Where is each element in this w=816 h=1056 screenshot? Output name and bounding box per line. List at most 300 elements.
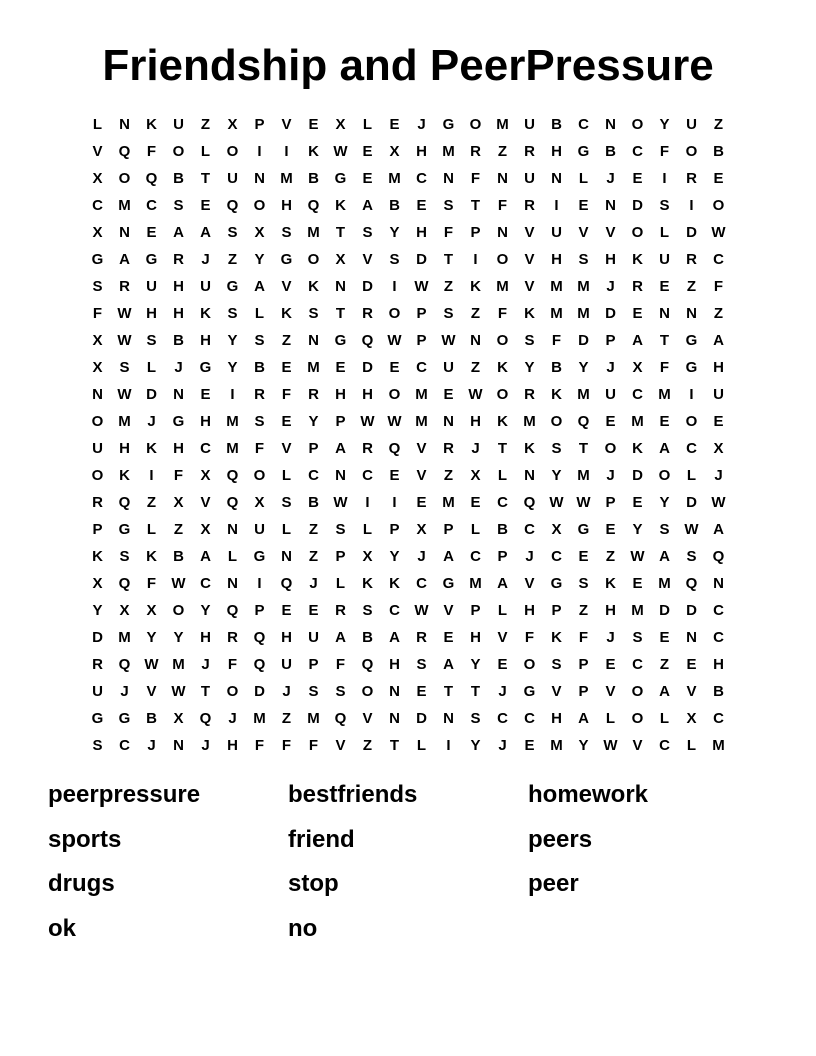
grid-letter: O [253,197,266,214]
grid-letter: E [686,656,697,673]
grid-letter: F [659,143,670,160]
grid-letter: Q [118,143,131,160]
grid-letter: Y [173,629,184,646]
grid-letter: K [362,575,373,592]
grid-letter: R [686,251,697,268]
grid-row [84,572,732,599]
grid-letter: Z [443,278,454,295]
grid-letter: P [578,683,589,700]
grid-letter: A [173,224,184,241]
grid-letter: Y [632,521,643,538]
grid-letter: O [469,116,482,133]
grid-letter: X [92,224,103,241]
grid-letter: Y [659,116,670,133]
grid-letter: P [443,521,454,538]
grid-letter: F [146,575,157,592]
grid-letter: N [335,467,346,484]
grid-letter: S [227,224,238,241]
grid-letter: I [284,143,289,160]
grid-letter: H [173,305,184,322]
grid-letter: H [605,602,616,619]
grid-letter: B [713,143,724,160]
grid-letter: P [335,548,346,565]
grid-letter: G [226,278,239,295]
grid-row [84,383,732,410]
grid-row [84,707,732,734]
grid-letter: D [146,386,157,403]
grid-letter: M [550,278,563,295]
grid-letter: Y [92,602,103,619]
grid-letter: U [173,116,184,133]
grid-letter: O [388,305,401,322]
grid-letter: Z [605,548,616,565]
grid-letter: E [146,224,157,241]
grid-letter: W [441,332,456,349]
grid-letter: C [119,737,130,754]
grid-letter: M [307,710,320,727]
grid-row [84,626,732,653]
grid-letter: P [578,656,589,673]
grid-letter: A [200,548,211,565]
grid-letter: J [417,116,426,133]
grid-letter: Z [281,332,292,349]
grid-letter: O [307,251,320,268]
grid-letter: F [281,737,292,754]
grid-letter: Z [308,521,319,538]
grid-letter: M [496,116,509,133]
grid-letter: Q [361,332,374,349]
grid-letter: N [227,575,238,592]
grid-letter: T [200,683,211,700]
grid-letter: Z [713,116,724,133]
grid-letter: H [362,386,373,403]
grid-letter: E [632,170,643,187]
grid-letter: Q [226,602,239,619]
grid-letter: M [388,170,401,187]
grid-letter: X [470,467,481,484]
word-list-item: peerpressure [48,781,201,808]
grid-letter: T [470,683,481,700]
grid-letter: J [498,683,507,700]
grid-letter: T [443,251,454,268]
grid-letter: S [659,197,670,214]
grid-letter: W [711,224,726,241]
grid-letter: Y [578,737,589,754]
grid-letter: G [685,332,698,349]
grid-letter: N [713,575,724,592]
grid-letter: M [118,629,131,646]
grid-letter: A [362,197,373,214]
grid-letter: E [632,494,643,511]
grid-letter: B [308,494,319,511]
grid-letter: R [119,278,130,295]
grid-letter: D [686,224,697,241]
grid-letter: N [443,710,454,727]
grid-letter: M [712,737,725,754]
grid-letter: H [173,278,184,295]
grid-letter: N [443,170,454,187]
grid-letter: Y [524,359,535,376]
grid-row [84,680,732,707]
grid-letter: M [307,224,320,241]
grid-letter: V [605,224,616,241]
grid-letter: F [497,197,508,214]
grid-letter: H [173,440,184,457]
grid-letter: O [496,251,509,268]
grid-letter: A [713,521,724,538]
word-list-item: homework [528,781,649,808]
grid-letter: H [713,656,724,673]
grid-letter: X [362,548,373,565]
grid-letter: A [659,548,670,565]
grid-letter: I [446,737,451,754]
grid-letter: W [117,386,132,403]
grid-letter: C [524,521,535,538]
grid-letter: P [254,602,265,619]
grid-letter: H [200,332,211,349]
grid-letter: I [257,575,262,592]
grid-letter: Q [361,656,374,673]
grid-letter: N [119,224,130,241]
grid-letter: F [443,224,454,241]
grid-letter: E [200,197,211,214]
grid-letter: M [415,413,428,430]
grid-letter: V [443,602,454,619]
grid-letter: O [91,467,104,484]
grid-letter: X [173,710,184,727]
grid-letter: Z [470,305,481,322]
grid-letter: O [604,440,617,457]
grid-letter: Q [307,197,320,214]
grid-letter: S [578,575,589,592]
grid-letter: G [523,683,536,700]
grid-letter: X [146,602,157,619]
grid-letter: N [605,116,616,133]
grid-letter: V [524,251,535,268]
grid-row [84,410,732,437]
grid-letter: O [658,467,671,484]
grid-letter: O [253,467,266,484]
grid-letter: V [281,116,292,133]
grid-letter: M [631,413,644,430]
grid-letter: K [497,359,508,376]
grid-letter: N [173,737,184,754]
grid-letter: F [281,386,292,403]
grid-letter: W [630,548,645,565]
grid-letter: J [417,548,426,565]
grid-letter: G [550,575,563,592]
grid-letter: U [92,683,103,700]
grid-letter: A [713,332,724,349]
grid-letter: M [577,278,590,295]
grid-letter: C [659,737,670,754]
grid-letter: L [362,116,373,133]
grid-letter: Q [199,710,212,727]
grid-letter: B [173,170,184,187]
grid-letter: O [226,683,239,700]
grid-letter: R [470,143,481,160]
grid-letter: O [172,602,185,619]
letter-grid [84,113,732,761]
grid-letter: H [416,224,427,241]
grid-letter: N [227,521,238,538]
grid-letter: A [254,278,265,295]
grid-letter: Q [388,440,401,457]
grid-letter: D [416,710,427,727]
grid-letter: S [173,197,184,214]
grid-letter: J [525,548,534,565]
grid-letter: I [554,197,559,214]
grid-letter: S [308,305,319,322]
grid-letter: N [524,467,535,484]
grid-letter: O [172,143,185,160]
grid-letter: Q [226,467,239,484]
grid-letter: E [281,359,292,376]
grid-letter: K [308,278,319,295]
grid-letter: N [92,386,103,403]
grid-row [84,518,732,545]
grid-letter: S [416,656,427,673]
grid-letter: H [281,629,292,646]
grid-letter: S [443,197,454,214]
grid-letter: J [201,737,210,754]
grid-letter: R [335,602,346,619]
page-title: Friendship and PeerPressure [102,41,714,90]
grid-letter: I [230,386,235,403]
grid-letter: F [173,467,184,484]
grid-letter: S [686,548,697,565]
grid-letter: M [577,386,590,403]
grid-letter: A [119,251,130,268]
grid-letter: K [632,440,643,457]
grid-letter: W [603,737,618,754]
grid-letter: F [335,656,346,673]
grid-letter: C [578,116,589,133]
grid-letter: J [120,683,129,700]
grid-letter: T [335,305,346,322]
grid-letter: U [308,629,319,646]
grid-letter: I [392,494,397,511]
grid-letter: O [496,332,509,349]
grid-letter: C [713,251,724,268]
grid-letter: K [146,440,157,457]
grid-letter: F [254,440,265,457]
grid-letter: M [658,386,671,403]
grid-letter: E [659,629,670,646]
grid-letter: U [659,251,670,268]
grid-letter: C [308,467,319,484]
grid-letter: N [308,332,319,349]
grid-letter: O [631,116,644,133]
grid-letter: D [578,332,589,349]
grid-letter: P [416,305,427,322]
grid-letter: V [497,629,508,646]
grid-letter: V [524,224,535,241]
grid-letter: W [468,386,483,403]
grid-letter: N [551,170,562,187]
grid-letter: N [389,710,400,727]
grid-letter: E [308,602,319,619]
grid-letter: E [308,116,319,133]
grid-letter: A [659,440,670,457]
grid-letter: Q [280,575,293,592]
grid-letter: C [713,629,724,646]
grid-letter: X [92,359,103,376]
grid-letter: P [416,332,427,349]
grid-letter: I [149,467,154,484]
grid-letter: G [577,521,590,538]
grid-letter: U [686,116,697,133]
grid-letter: C [200,440,211,457]
grid-letter: S [308,683,319,700]
grid-letter: Y [578,359,589,376]
grid-letter: M [658,575,671,592]
grid-letter: R [524,197,535,214]
grid-letter: P [605,494,616,511]
grid-letter: Z [227,251,238,268]
grid-letter: X [254,494,265,511]
grid-letter: P [389,521,400,538]
grid-letter: T [497,440,508,457]
grid-letter: F [713,278,724,295]
grid-letter: H [281,197,292,214]
grid-letter: N [335,278,346,295]
grid-letter: L [686,467,697,484]
grid-letter: C [416,575,427,592]
grid-letter: Y [470,656,481,673]
grid-letter: F [551,332,562,349]
grid-letter: N [497,224,508,241]
grid-letter: E [470,494,481,511]
grid-letter: N [470,332,481,349]
grid-letter: O [631,224,644,241]
grid-letter: L [146,359,157,376]
grid-letter: Y [254,251,265,268]
grid-letter: N [497,170,508,187]
grid-letter: W [387,413,402,430]
grid-letter: R [632,278,643,295]
grid-letter: K [497,413,508,430]
grid-letter: I [365,494,370,511]
grid-letter: F [578,629,589,646]
grid-letter: C [497,494,508,511]
grid-letter: G [91,251,104,268]
grid-letter: L [659,710,670,727]
grid-letter: C [389,602,400,619]
grid-letter: D [659,602,670,619]
grid-row [84,167,732,194]
grid-letter: P [470,602,481,619]
grid-letter: X [92,332,103,349]
grid-letter: C [686,440,697,457]
grid-letter: W [711,494,726,511]
grid-letter: V [632,737,643,754]
grid-letter: Q [253,629,266,646]
grid-letter: W [576,494,591,511]
grid-letter: O [361,683,374,700]
grid-letter: S [659,521,670,538]
grid-letter: Z [659,656,670,673]
grid-letter: F [308,737,319,754]
grid-letter: D [632,467,643,484]
grid-letter: K [551,386,562,403]
grid-letter: W [414,602,429,619]
grid-letter: W [387,332,402,349]
grid-letter: S [578,251,589,268]
grid-letter: J [147,737,156,754]
grid-letter: L [254,305,265,322]
grid-letter: S [119,359,130,376]
grid-letter: O [631,683,644,700]
grid-row [84,734,732,761]
grid-letter: H [605,251,616,268]
grid-letter: H [470,629,481,646]
grid-letter: J [606,170,615,187]
grid-row [84,275,732,302]
grid-letter: N [686,629,697,646]
grid-letter: B [362,629,373,646]
grid-letter: G [280,251,293,268]
grid-letter: X [92,170,103,187]
grid-letter: S [470,710,481,727]
grid-letter: X [686,710,697,727]
grid-letter: L [227,548,238,565]
grid-letter: E [416,494,427,511]
grid-letter: O [685,413,698,430]
grid-letter: V [146,683,157,700]
grid-letter: C [362,467,373,484]
grid-letter: W [549,494,564,511]
grid-letter: Q [253,656,266,673]
grid-letter: R [254,386,265,403]
grid-letter: O [685,143,698,160]
grid-letter: K [119,467,130,484]
grid-letter: X [416,521,427,538]
grid-letter: O [226,143,239,160]
grid-letter: K [389,575,400,592]
grid-letter: B [173,332,184,349]
grid-letter: C [146,197,157,214]
grid-letter: G [334,170,347,187]
grid-row [84,329,732,356]
grid-letter: V [92,143,103,160]
grid-letter: O [91,413,104,430]
grid-letter: C [713,602,724,619]
grid-letter: Y [659,494,670,511]
grid-letter: E [281,602,292,619]
grid-letter: E [389,359,400,376]
grid-letter: H [200,629,211,646]
grid-row [84,491,732,518]
grid-row [84,653,732,680]
grid-letter: E [497,656,508,673]
grid-letter: X [335,116,346,133]
grid-letter: K [470,278,481,295]
grid-letter: A [389,629,400,646]
grid-letter: L [416,737,427,754]
grid-letter: E [416,683,427,700]
grid-letter: L [497,602,508,619]
grid-letter: J [498,737,507,754]
grid-letter: N [281,548,292,565]
grid-letter: Q [145,170,158,187]
grid-letter: X [335,251,346,268]
grid-letter: U [524,116,535,133]
grid-letter: Q [226,494,239,511]
grid-letter: H [551,143,562,160]
grid-letter: E [632,575,643,592]
grid-letter: E [605,656,616,673]
